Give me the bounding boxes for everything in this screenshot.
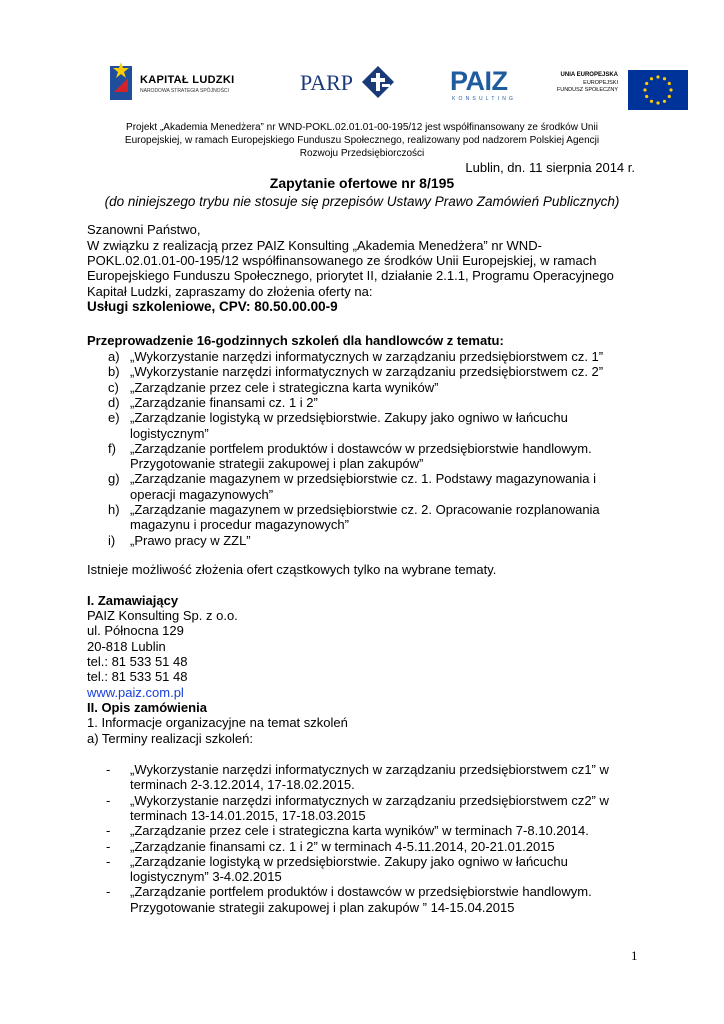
training-item-line: „Prawo pracy w ZZL” — [130, 532, 251, 548]
training-item-line: logistycznym” — [130, 425, 209, 441]
eu-star-icon — [656, 101, 659, 104]
training-item-line: „Zarządzanie przez cele i strategiczna karta wyników” — [130, 379, 439, 395]
training-marker: h) — [108, 502, 120, 517]
training-marker: e) — [108, 410, 120, 426]
schedule-line: „Wykorzystanie narzędzi informatycznych w zarządzaniu przedsiębiorstwem cz2” w — [130, 792, 609, 808]
page-subtitle: (do niniejszego trybu nie stosuje się przepisów Ustawy Prawo Zamówień Publicznych) — [104, 194, 620, 209]
schedule-line: „Zarządzanie przez cele i strategiczna karta wyników” w terminach 7-8.10.2014. — [130, 823, 589, 839]
schedule-line: terminach 2-3.12.2014, 17-18.02.2015. — [130, 777, 355, 793]
trainings-heading: Przeprowadzenie 16-godzinnych szkoleń dla handlowców z tematu: — [87, 333, 504, 348]
dash-bullet: - — [106, 853, 111, 869]
training-item-line: „Zarządzanie logistyką w przedsiębiorstwie. Zakupy jako ogniwo w łańcuchu — [130, 410, 568, 426]
eu-star-icon — [668, 82, 671, 85]
dash-bullet: - — [106, 762, 111, 777]
intro-line: POKL.02.01.01-00-195/12 współfinansowanego ze środków Unii Europejskiej, w ramach — [87, 253, 597, 269]
partial-offers-note: Istnieje możliwość złożenia ofert cząstkowych tylko na wybrane tematy. — [87, 562, 497, 577]
eu-star-icon — [645, 95, 648, 98]
eu-logo-line1: UNIA EUROPEJSKA — [560, 72, 618, 78]
project-note-line1: Projekt „Akademia Menedżera” nr WND-POKL.02.01.01-00-195/12 jest współfinansowany ze środków Unii — [126, 122, 598, 133]
eu-star-icon — [650, 100, 653, 103]
schedule-line: „Wykorzystanie narzędzi informatycznych w zarządzaniu przedsiębiorstwem cz1” w — [130, 762, 609, 777]
kapital-ludzki-logo — [110, 60, 240, 104]
paiz-logo — [450, 60, 530, 108]
kapital-ludzki-title: KAPITAŁ LUDZKI — [140, 74, 235, 86]
intro-line: Europejskiego Funduszu Społecznego, priorytet II, działanie 2.1.1, Programu Operacyjnego — [87, 268, 614, 284]
kapital-ludzki-subtitle: NARODOWA STRATEGIA SPÓJNOŚCI — [140, 88, 229, 94]
training-item-line: „Zarządzanie portfelem produktów i dostawców w przedsiębiorstwie handlowym. — [130, 440, 592, 456]
training-marker: b) — [108, 364, 120, 380]
project-note-line3: Rozwoju Przedsiębiorczości — [299, 148, 425, 159]
greeting: Szanowni Państwo, — [87, 222, 201, 237]
eu-star-icon — [645, 82, 648, 85]
schedule-heading: a) Terminy realizacji szkoleń: — [87, 731, 253, 746]
orderer-detail-line: 20-818 Lublin — [87, 638, 166, 654]
eu-star-icon — [650, 77, 653, 80]
page-number: 1 — [631, 948, 638, 963]
paiz-logo-text: PAIZ — [450, 66, 508, 96]
project-note-line2: Europejskiej, w ramach Europejskiego Funduszu Społecznego, realizowany pod nadzorem Polskiej Agencji — [124, 135, 600, 146]
eu-star-icon — [656, 75, 659, 78]
training-marker: g) — [108, 471, 120, 487]
schedule-line: „Zarządzanie logistyką w przedsiębiorstwie. Zakupy jako ogniwo w łańcuchu — [130, 853, 568, 869]
website-link[interactable]: www.paiz.com.pl — [87, 685, 184, 700]
logo-bar — [0, 60, 724, 110]
services-line: Usługi szkoleniowe, CPV: 80.50.00.00-9 — [87, 299, 338, 314]
eu-logo-line3: FUNDUSZ SPOŁECZNY — [556, 87, 618, 93]
orderer-detail-line: tel.: 81 533 51 48 — [87, 669, 188, 685]
document-date: Lublin, dn. 11 sierpnia 2014 r. — [465, 160, 635, 175]
parp-logo-text: PARP — [300, 70, 354, 95]
dash-bullet: - — [106, 823, 111, 839]
eu-star-icon — [669, 88, 672, 91]
dash-bullet: - — [106, 884, 111, 900]
training-marker: c) — [108, 379, 119, 395]
intro-line: Kapitał Ludzki, zapraszamy do złożenia oferty na: — [87, 283, 373, 299]
parp-logo — [300, 60, 400, 104]
orderer-detail-line: ul. Północna 129 — [87, 623, 184, 639]
section1-heading: I. Zamawiający — [87, 593, 179, 608]
schedule-line: terminach 13-14.01.2015, 17-18.03.2015 — [130, 807, 366, 823]
orderer-detail-line: PAIZ Konsulting Sp. z o.o. — [87, 608, 238, 623]
eu-logo-text — [557, 72, 618, 95]
paiz-logo-subtitle: KONSULTING — [452, 96, 517, 102]
training-item-line: „Wykorzystanie narzędzi informatycznych w zarządzaniu przedsiębiorstwem cz. 1” — [130, 349, 604, 364]
training-item-line: Przygotowanie strategii zakupowej i plan zakupów” — [130, 456, 424, 472]
training-item-line: operacji magazynowych” — [130, 486, 274, 502]
training-item-line: „Zarządzanie magazynem w przedsiębiorstwie cz. 2. Opracowanie rozplanowania — [130, 502, 600, 517]
eu-star-icon — [663, 77, 666, 80]
eu-star-icon — [663, 100, 666, 103]
dash-bullet: - — [106, 792, 111, 808]
eu-flag-icon — [628, 70, 688, 110]
section2-subheading: 1. Informacje organizacyjne na temat szkoleń — [87, 715, 348, 730]
eu-star-icon — [668, 95, 671, 98]
training-marker: i) — [108, 532, 116, 548]
page-title: Zapytanie ofertowe nr 8/195 — [269, 175, 455, 191]
orderer-detail-line: tel.: 81 533 51 48 — [87, 653, 188, 669]
schedule-line: Przygotowanie strategii zakupowej i plan zakupów ” 14-15.04.2015 — [130, 899, 515, 915]
training-marker: d) — [108, 394, 120, 410]
eu-star-icon — [643, 88, 646, 91]
training-marker: f) — [108, 440, 116, 456]
section2-heading: II. Opis zamówienia — [87, 700, 207, 715]
training-item-line: „Zarządzanie finansami cz. 1 i 2” — [130, 394, 318, 410]
schedule-line: „Zarządzanie portfelem produktów i dostawców w przedsiębiorstwie handlowym. — [130, 884, 592, 900]
kapital-ludzki-emblem-icon — [110, 62, 134, 102]
schedule-line: logistycznym” 3-4.02.2015 — [130, 869, 282, 885]
eu-logo-line2: EUROPEJSKI — [583, 79, 618, 86]
training-item-line: „Wykorzystanie narzędzi informatycznych w zarządzaniu przedsiębiorstwem cz. 2” — [130, 364, 604, 380]
intro-line: W związku z realizacją przez PAIZ Konsulting „Akademia Menedżera” nr WND- — [87, 238, 542, 253]
dash-bullet: - — [106, 838, 111, 854]
training-item-line: „Zarządzanie magazynem w przedsiębiorstwie cz. 1. Podstawy magazynowania i — [130, 471, 597, 487]
parp-emblem-icon — [362, 66, 394, 98]
schedule-line: „Zarządzanie finansami cz. 1 i 2” w terminach 4-5.11.2014, 20-21.01.2015 — [130, 838, 555, 854]
training-marker: a) — [108, 349, 120, 364]
training-item-line: magazynu i procedur magazynowych” — [130, 517, 349, 533]
